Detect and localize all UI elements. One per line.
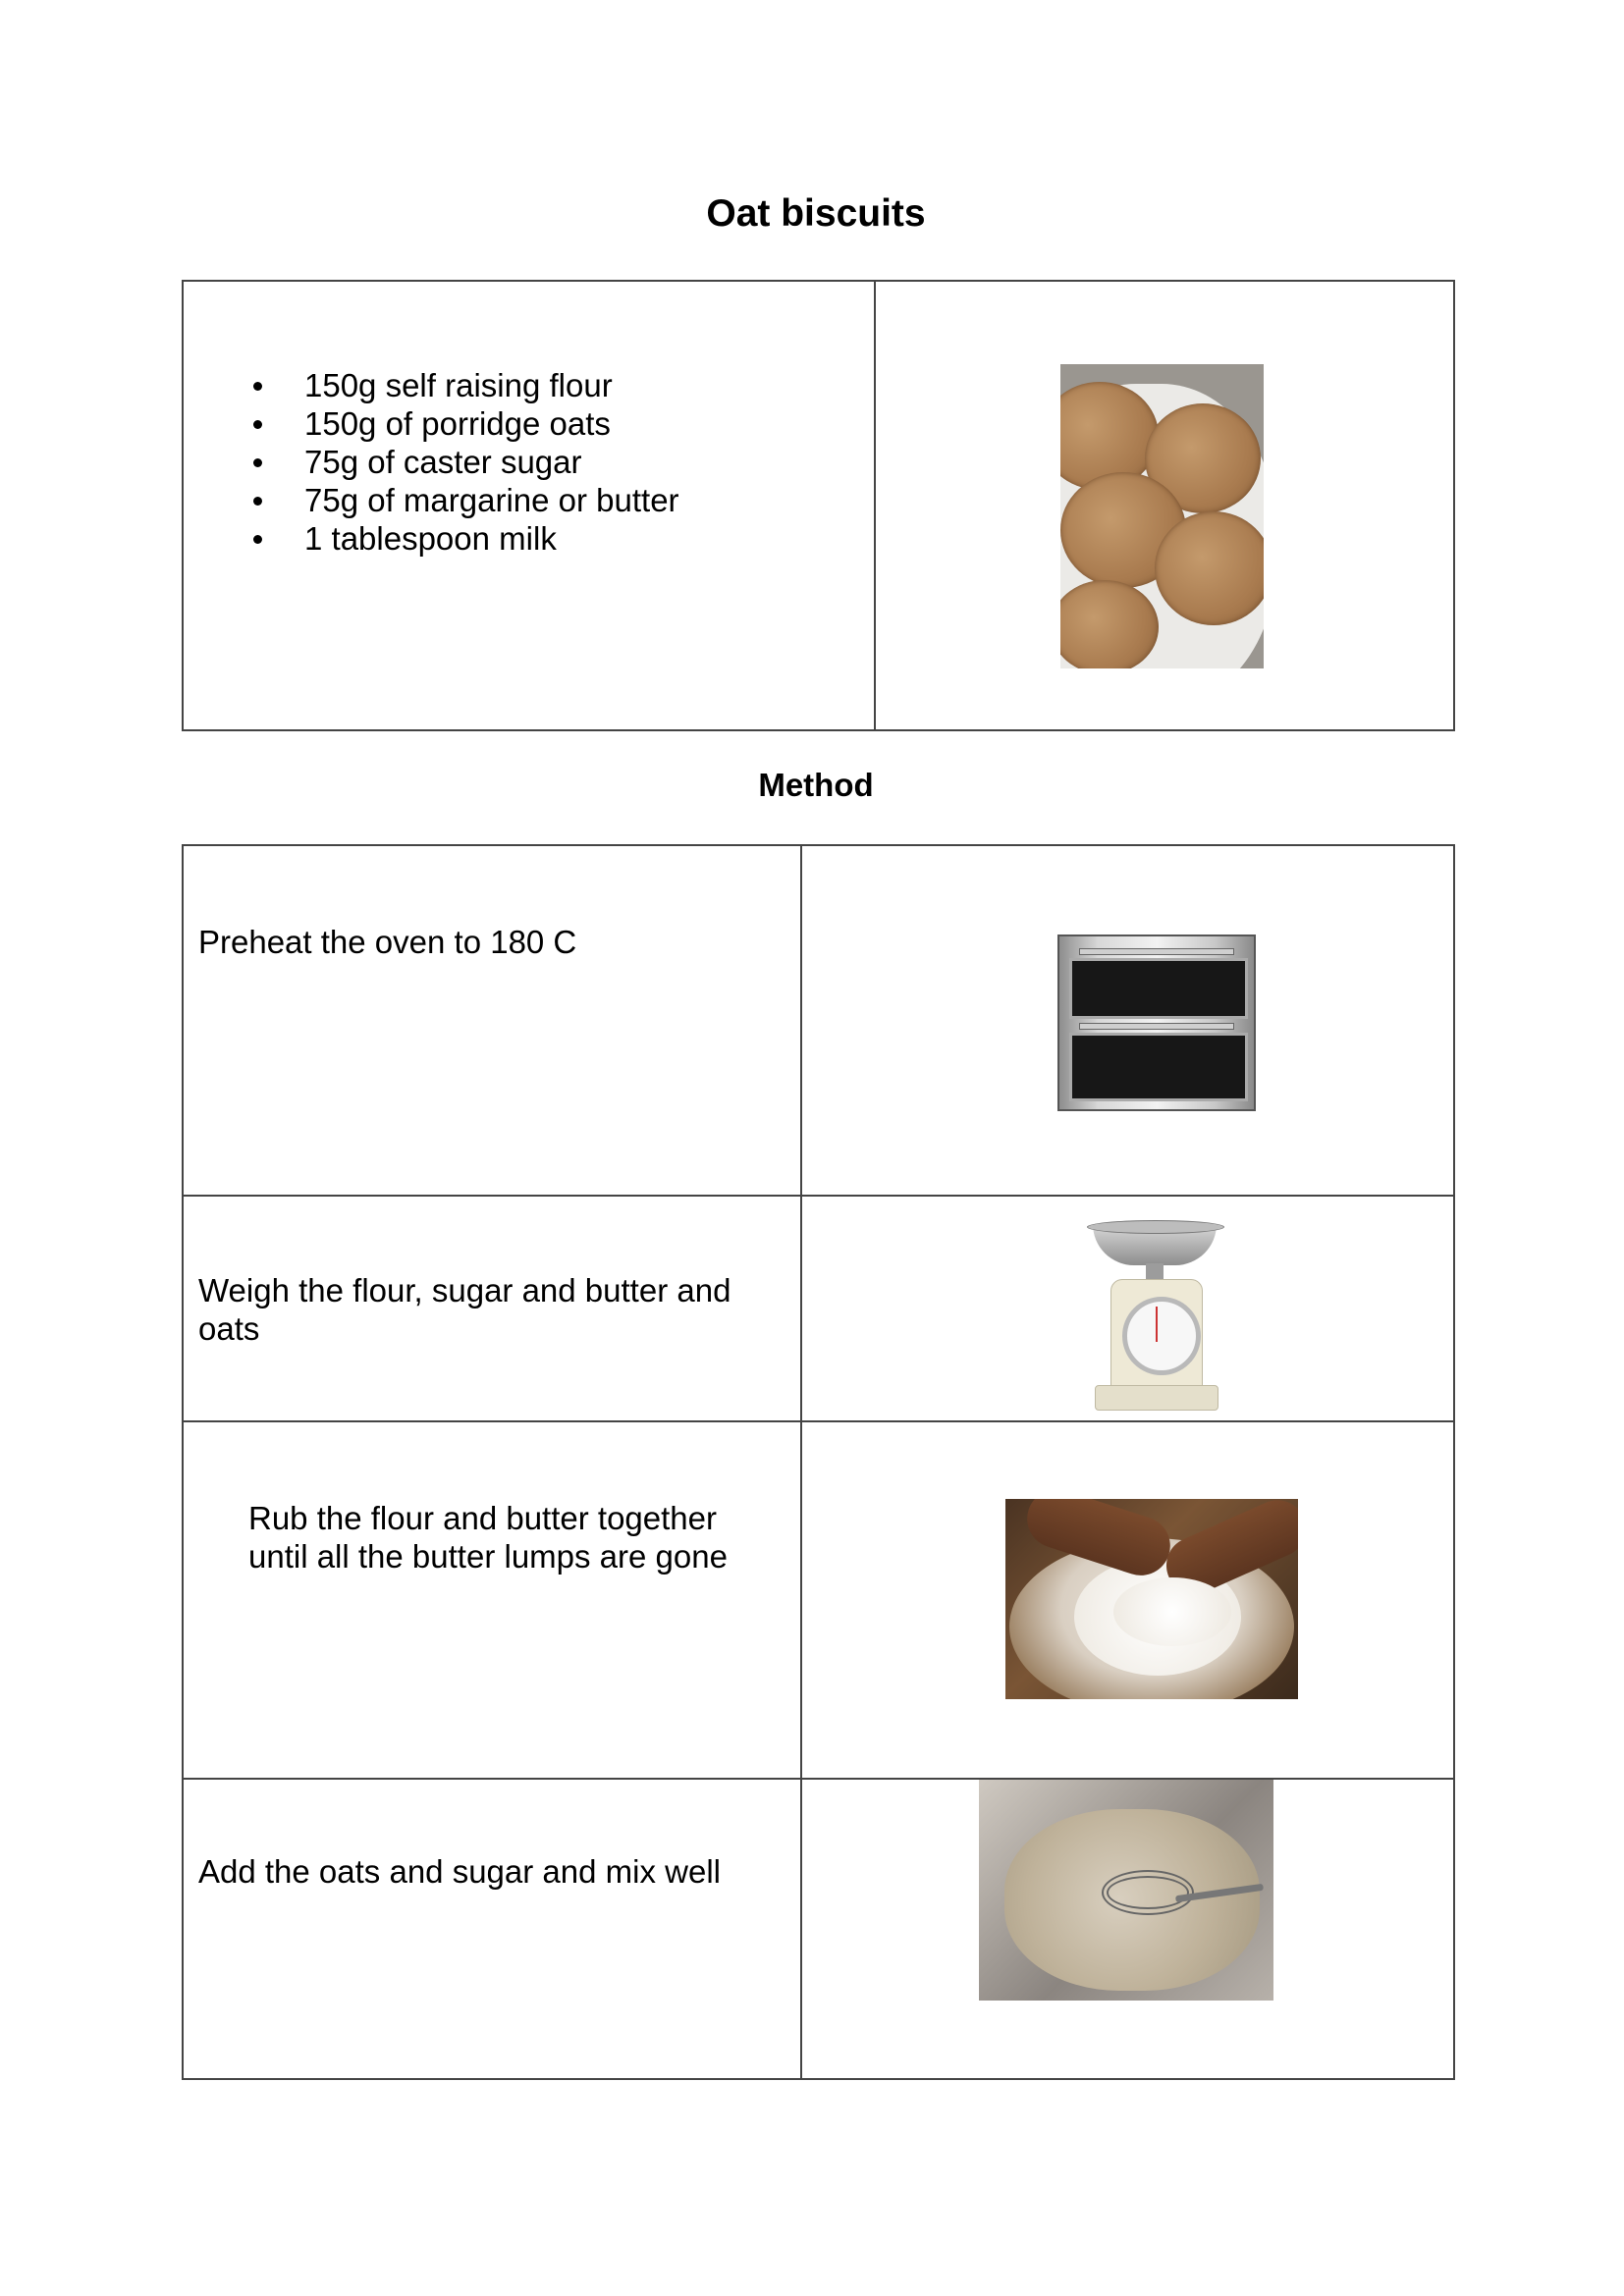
ingredient-item: 75g of margarine or butter	[250, 481, 679, 519]
biscuits-image-cell	[875, 281, 1454, 730]
bullet-icon	[253, 497, 262, 506]
step-image-cell	[801, 845, 1454, 1196]
bullet-icon	[253, 420, 262, 429]
step-text-cell	[183, 1779, 801, 2079]
bullet-icon	[253, 382, 262, 391]
method-table	[182, 844, 1455, 2080]
bullet-icon	[253, 535, 262, 544]
step-image-cell	[801, 1196, 1454, 1421]
page-title: Oat biscuits	[706, 192, 926, 235]
step-text: Weigh the flour, sugar and butter and oats	[198, 1272, 731, 1347]
ingredient-item: 150g self raising flour	[250, 366, 679, 404]
ingredients-list	[250, 366, 679, 558]
table-row	[183, 845, 1454, 1196]
scales-photo	[1087, 1212, 1224, 1416]
method-heading: Method	[758, 767, 874, 803]
ingredient-item: 75g of caster sugar	[250, 443, 679, 481]
table-row	[183, 1196, 1454, 1421]
mixing-photo	[979, 1780, 1273, 2001]
table-row	[183, 1779, 1454, 2079]
ingredients-cell	[183, 281, 875, 730]
bullet-icon	[253, 458, 262, 467]
oven-photo	[1046, 925, 1264, 1111]
rubbing-in-photo	[1005, 1499, 1298, 1699]
ingredient-item: 150g of porridge oats	[250, 404, 679, 443]
step-text-cell	[183, 845, 801, 1196]
step-text: Rub the flour and butter together until all the butter lumps are gone	[248, 1500, 728, 1575]
step-image-cell	[801, 1779, 1454, 2079]
step-text-cell	[183, 1421, 801, 1779]
step-text-cell	[183, 1196, 801, 1421]
ingredients-table	[182, 280, 1455, 731]
table-row	[183, 1421, 1454, 1779]
biscuits-photo	[1060, 364, 1264, 668]
biscuit-shape	[1155, 511, 1264, 625]
step-text: Add the oats and sugar and mix well	[198, 1853, 721, 1890]
dial-shape	[1122, 1297, 1201, 1375]
oven-shape	[1057, 934, 1256, 1111]
ingredient-item: 1 tablespoon milk	[250, 519, 679, 558]
step-image-cell	[801, 1421, 1454, 1779]
step-text: Preheat the oven to 180 C	[198, 924, 577, 960]
